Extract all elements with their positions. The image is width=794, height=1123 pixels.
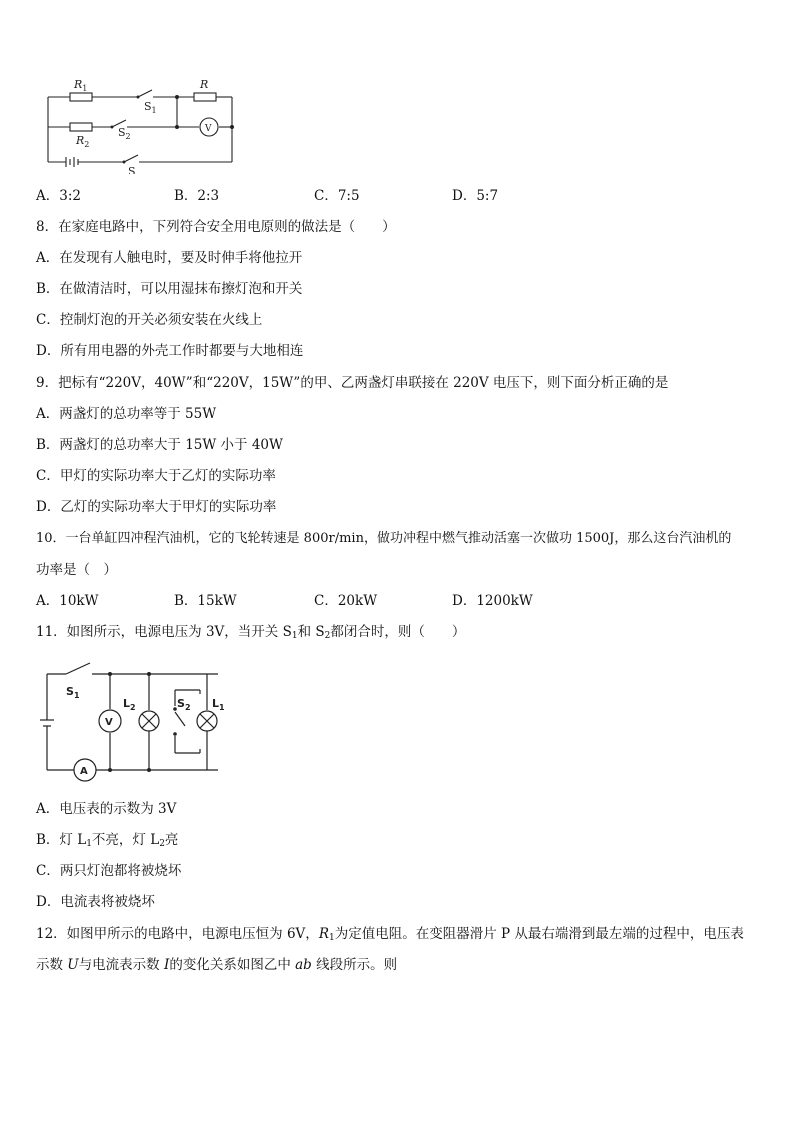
q7-option-d: D．5:7 xyxy=(452,188,499,204)
q12-stem-line1: 12．如图甲所示的电路中，电源电压恒为 6V，$R_1$为定值电阻。在变阻器滑片 P 从最右端滑到最左端的过程中，电压表 xyxy=(36,926,744,943)
q7-option-b: B．2:3 xyxy=(174,188,220,204)
q9-option-d: D．乙灯的实际功率大于甲灯的实际功率 xyxy=(36,499,277,515)
label-s2: $S_2$ xyxy=(118,126,131,141)
resistor-r xyxy=(194,93,216,101)
q8-option-b: B．在做清洁时，可以用湿抹布擦灯泡和开关 xyxy=(36,281,303,297)
q10-option-b: B．15kW xyxy=(174,593,237,609)
label-l1: $L_1$ xyxy=(212,697,225,712)
resistor-r2 xyxy=(70,123,92,131)
q11-stem: 11．如图所示，电源电压为 3V，当开关 $S_1$和 $S_2$都闭合时，则（ ） xyxy=(36,624,466,641)
label-l2: $L_2$ xyxy=(123,697,136,712)
label-r1: R xyxy=(74,78,83,91)
label-v: V xyxy=(105,717,113,728)
q10-option-c: C．20kW xyxy=(314,593,378,609)
q9-option-a: A．两盏灯的总功率等于 55W xyxy=(36,406,217,422)
q8-option-c: C．控制灯泡的开关必须安装在火线上 xyxy=(36,312,263,328)
q11-option-d: D．电流表将被烧坏 xyxy=(36,894,155,910)
q10-stem-line2: 功率是（ ） xyxy=(36,562,117,578)
label-r2: R xyxy=(76,134,85,147)
svg-text:R2: $R_2$ xyxy=(76,134,90,149)
q12-stem-line2: 示数 U与电流表示数 I的变化关系如图乙中 ab 线段所示。则 xyxy=(36,957,398,973)
label-s1: $S_1$ xyxy=(144,100,157,115)
label-r: R xyxy=(200,78,209,91)
q7-option-a: A．3:2 xyxy=(36,188,81,204)
q8-stem: 8．在家庭电路中，下列符合安全用电原则的做法是（ ） xyxy=(36,219,396,235)
q10-stem-line1: 10．一台单缸四冲程汽油机，它的飞轮转速是 800r/min，做功冲程中燃气推动活塞一次做功 1500J，那么这台汽油机的 xyxy=(36,531,732,546)
q9-option-c: C．甲灯的实际功率大于乙灯的实际功率 xyxy=(36,468,276,484)
q10-options xyxy=(36,592,756,610)
label-v: V xyxy=(205,124,212,134)
label-s: S xyxy=(128,165,136,174)
q9-option-b: B．两盏灯的总功率大于 15W 小于 40W xyxy=(36,437,283,453)
q10-option-a: A．10kW xyxy=(36,593,99,609)
circuit-figure-q7 xyxy=(40,74,240,174)
label-a: A xyxy=(80,766,88,777)
label-s2: $S_2$ xyxy=(177,697,191,712)
q11-option-b: B．灯 $L_1$不亮，灯 $L_2$亮 xyxy=(36,832,179,849)
q8-option-d: D．所有用电器的外壳工作时都要与大地相连 xyxy=(36,343,304,359)
label-s1: $S_1$ xyxy=(66,685,80,700)
resistor-r1 xyxy=(70,93,92,101)
q10-option-d: D．1200kW xyxy=(452,593,533,609)
svg-text:R1: $R_1$ xyxy=(74,78,88,93)
q7-options xyxy=(36,187,756,205)
q8-option-a: A．在发现有人触电时，要及时伸手将他拉开 xyxy=(36,250,303,266)
circuit-figure-q11 xyxy=(40,654,240,786)
q9-stem: 9．把标有“220V，40W”和“220V，15W”的甲、乙两盏灯串联接在 220V 电压下，则下面分析正确的是 xyxy=(36,375,669,391)
q7-option-c: C．7:5 xyxy=(314,188,360,204)
q11-option-a: A．电压表的示数为 3V xyxy=(36,801,177,817)
q11-option-c: C．两只灯泡都将被烧坏 xyxy=(36,863,182,879)
